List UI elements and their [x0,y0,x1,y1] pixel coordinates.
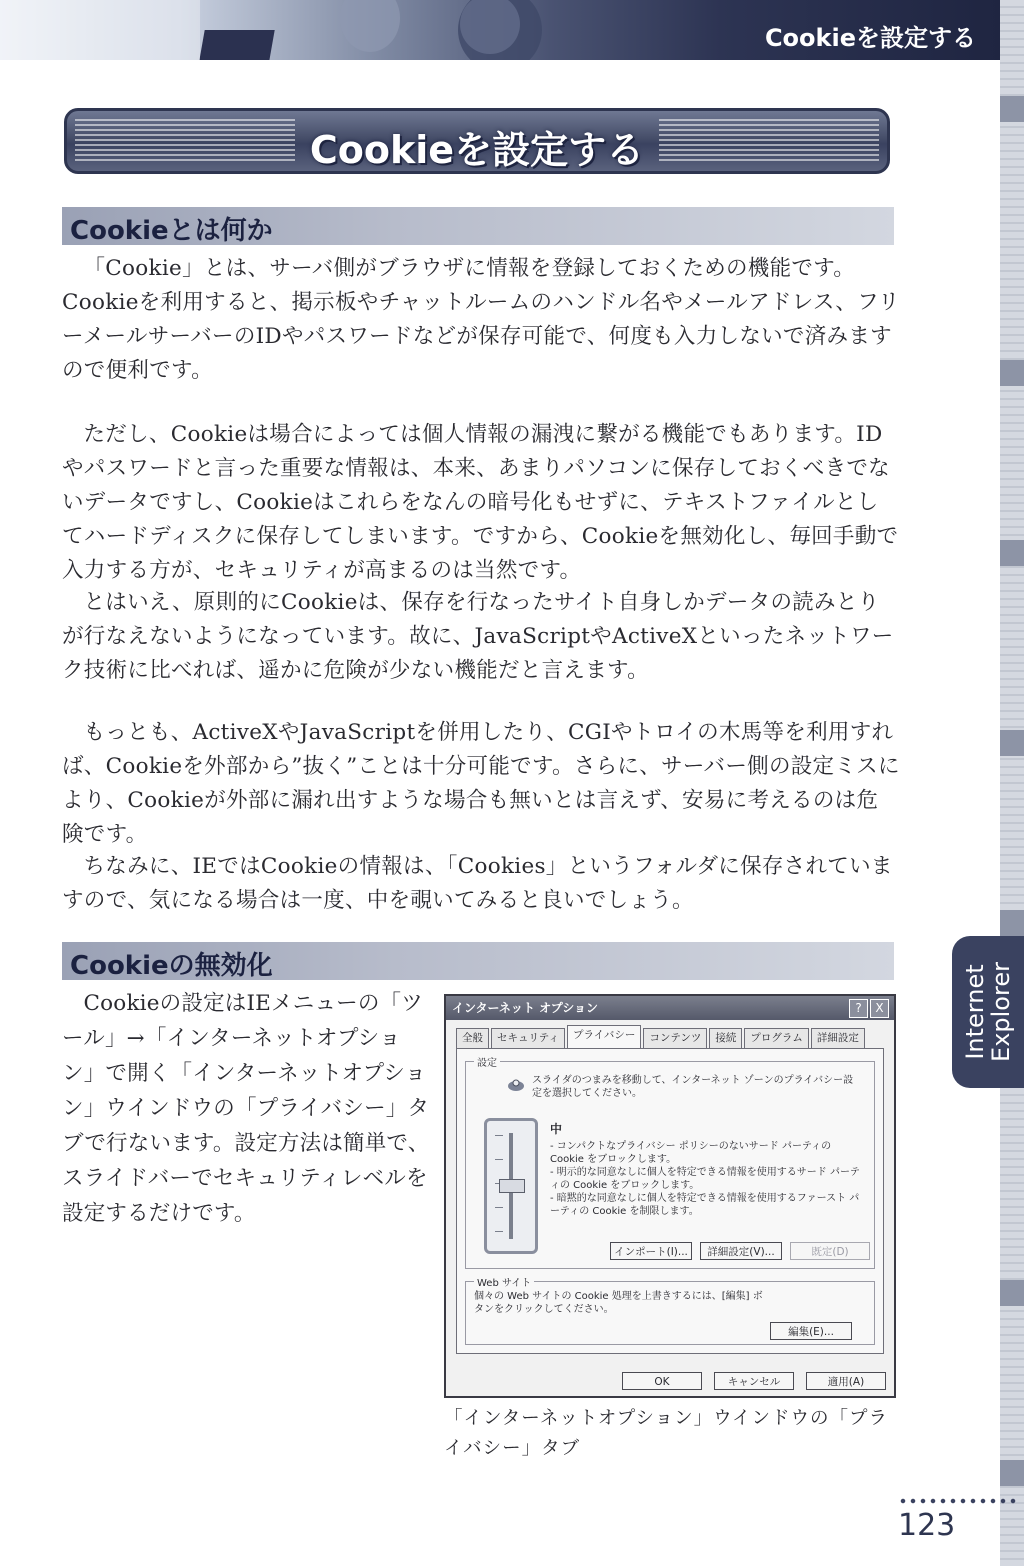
section-heading-disable-cookie [62,942,894,980]
tab-programs[interactable]: プログラム [744,1028,808,1048]
strip-marker [1000,1460,1024,1486]
internet-options-dialog [444,994,896,1398]
dialog-tabs [456,1028,867,1048]
privacy-level-description [550,1140,868,1218]
strip-marker [1000,96,1024,122]
paragraph: ただし、Cookieは場合によっては個人情報の漏洩に繋がる機能でもあります。IDやパスワードと言った重要な情報は、本来、あまりパソコンに保存しておくべきでないデータですし、Cookieはこれらをなんの暗号化もせずに、テキストファイルとしてハードディスクに保存してしまいます。ですから、Cookieを無効化し、毎回手動で入力する方が、セキュリティが高まるのは当然です。 [62,422,899,583]
privacy-slider[interactable] [484,1118,538,1254]
page-title: Cookieを設定する [309,128,645,172]
privacy-panel [456,1048,884,1354]
close-button[interactable]: X [870,999,889,1018]
default-button[interactable]: 既定(D) [790,1242,870,1260]
tab-advanced[interactable]: 詳細設定 [811,1028,865,1048]
strip-marker [1000,360,1024,386]
website-group-label: Web サイト [474,1274,534,1289]
chapter-tab-line2: Explorer [987,962,1015,1062]
slider-tick [495,1207,503,1208]
settings-group-label: 設定 [474,1054,500,1069]
strip-marker [1000,910,1024,936]
strip-marker [1000,730,1024,756]
tab-privacy[interactable]: プライバシー [567,1025,641,1049]
tab-general[interactable]: 全般 [456,1028,489,1048]
edit-button[interactable]: 編集(E)... [770,1322,852,1340]
ok-button[interactable]: OK [622,1372,702,1390]
level-bullet: - 明示的な同意なしに個人を特定できる情報を使用するサード パーティの Cookie をブロックします。 [550,1167,860,1191]
settings-group [465,1058,875,1269]
apply-button[interactable]: 適用(A) [806,1372,886,1390]
chapter-tab-internet-explorer [952,936,1024,1088]
level-bullet: - コンパクトなプライバシー ポリシーのないサード パーティの Cookie をブロックします。 [550,1141,832,1165]
page-side-strip [1000,0,1024,1566]
tab-security[interactable]: セキュリティ [491,1028,565,1048]
website-group [465,1278,875,1345]
settings-instruction: スライダのつまみを移動して、インターネット ゾーンのプライバシー設定を選択してください。 [532,1075,854,1099]
section-heading-what-is-cookie [62,207,894,245]
level-bullet: - 暗黙的な同意なしに個人を特定できる情報を使用するファースト パーティの Cookie を制限します。 [550,1193,860,1217]
slider-tick [495,1231,503,1232]
page-header-banner [0,0,1000,60]
section-heading-text: Cookieの無効化 [70,951,273,981]
dialog-title: インターネット オプション [452,1001,599,1015]
slider-tick [495,1135,503,1136]
header-illustration-icon [0,0,620,60]
advanced-settings-button[interactable]: 詳細設定(V)... [700,1242,782,1260]
strip-marker [1000,1280,1024,1306]
cancel-button[interactable]: キャンセル [714,1372,794,1390]
help-button[interactable]: ? [849,999,868,1018]
page-number: 123 [898,1508,956,1543]
tab-content[interactable]: コンテンツ [643,1028,707,1048]
import-button[interactable]: インポート(I)... [610,1242,692,1260]
page-title-plate [64,108,890,174]
privacy-settings-icon [506,1076,526,1092]
privacy-level-name: 中 [550,1122,563,1136]
paragraph: もっとも、ActiveXやJavaScriptを併用したり、CGIやトロイの木馬等を利用すれば、Cookieを外部から”抜く”ことは十分可能です。さらに、サーバー側の設定ミスにより、Cookieが外部に漏れ出すような場合も無いとは言えず、安易に考えるのは危険です。 [62,720,900,847]
strip-marker [1000,540,1024,566]
slider-thumb[interactable] [499,1179,525,1193]
website-instruction: 個々の Web サイトの Cookie 処理を上書きするには、[編集] ボタンをクリックしてください。 [474,1291,763,1315]
section-heading-text: Cookieとは何か [70,216,273,246]
paragraph: Cookieの設定はIEメニューの「ツール」→「インターネットオプション」で開く「インターネットオプション」ウインドウの「プライバシー」タブで行ないます。設定方法は簡単で、スライドバーでセキュリティレベルを設定するだけです。 [62,991,430,1226]
tab-connections[interactable]: 接続 [709,1028,742,1048]
page-number-dots [898,1498,1018,1504]
running-title: Cookieを設定する [764,24,976,52]
paragraph: ちなみに、IEではCookieの情報は、「Cookies」というフォルダに保存されていますので、気になる場合は一度、中を覗いてみると良いでしょう。 [62,854,893,913]
dialog-title-bar [446,996,894,1020]
chapter-tab-line1: Internet [961,964,989,1060]
figure-caption: 「インターネットオプション」ウインドウの「プライバシー」タブ [444,1408,889,1459]
paragraph: とはいえ、原則的にCookieは、保存を行なったサイト自身しかデータの読みとりが行なえないようになっています。故に、JavaScriptやActiveXといったネットワーク技術に比べれば、遥かに危険が少ない機能だと言えます。 [62,590,894,683]
chapter-tab-label [962,937,1014,1087]
slider-tick [495,1159,503,1160]
paragraph: 「Cookie」とは、サーバ側がブラウザに情報を登録しておくための機能です。Cookieを利用すると、掲示板やチャットルームのハンドル名やメールアドレス、フリーメールサーバーのIDやパスワードなどが保存可能で、何度も入力しないで済みますので便利です。 [62,256,900,383]
